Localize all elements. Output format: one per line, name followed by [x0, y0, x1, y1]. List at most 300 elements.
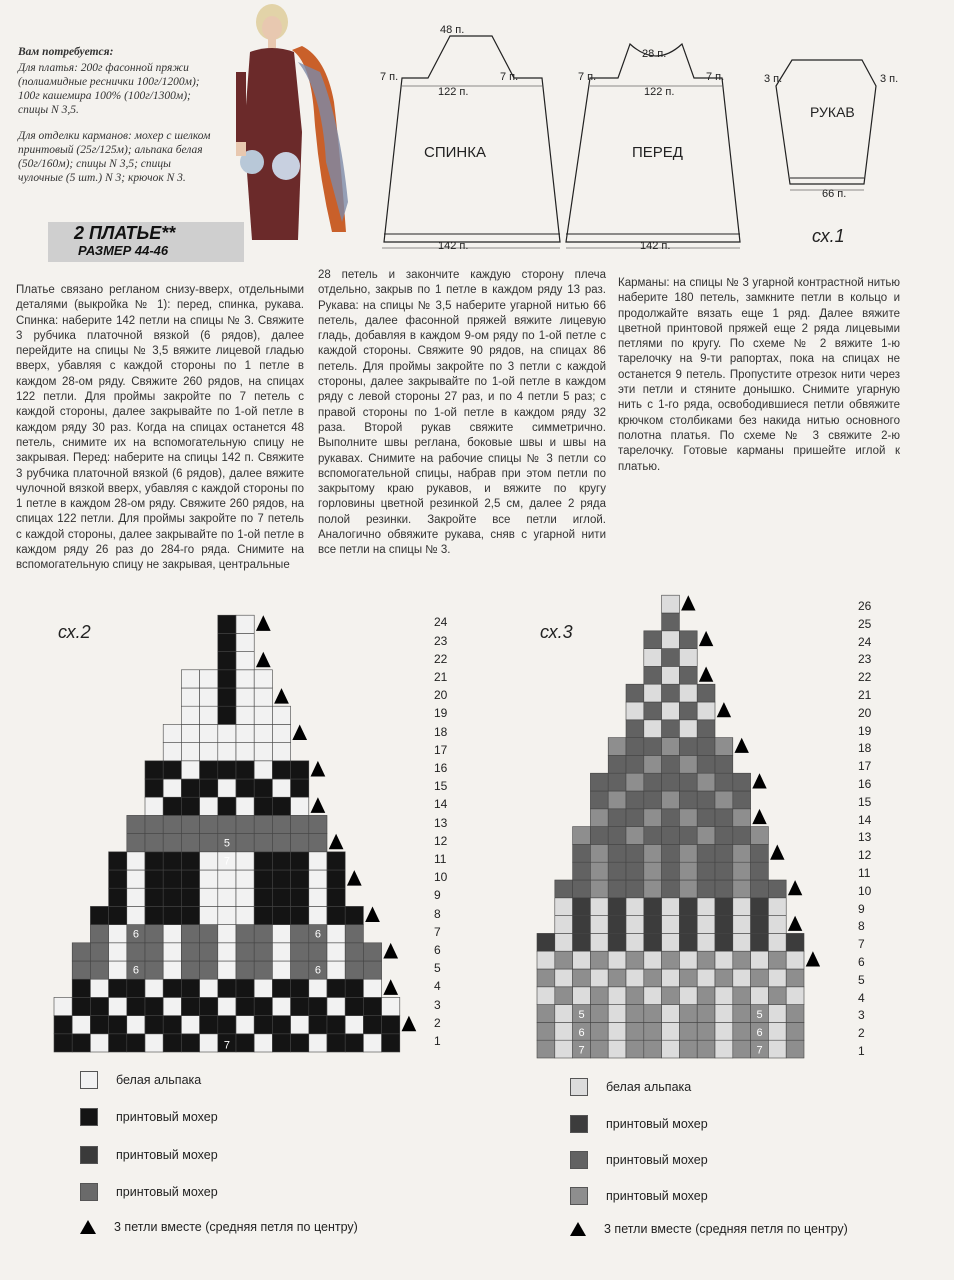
- row-number: 8: [858, 919, 865, 934]
- chart3-cell: [715, 755, 733, 773]
- chart3-mark: 5: [756, 1008, 763, 1021]
- chart3-cell: [751, 951, 769, 969]
- chart3-cell: [733, 969, 751, 987]
- chart3-cell: [768, 969, 786, 987]
- row-number: 13: [858, 830, 872, 845]
- chart2-cell: [363, 979, 381, 997]
- chart2-cell: [236, 797, 254, 815]
- row-number: 9: [434, 888, 441, 903]
- chart2-cell: [218, 615, 236, 633]
- triangle-icon: [681, 595, 695, 610]
- chart3-cell: [697, 1005, 715, 1023]
- chart3-cell: [662, 916, 680, 934]
- chart2-cell: [345, 961, 363, 979]
- chart3-cell: [608, 987, 626, 1005]
- chart2-cell: [200, 743, 218, 761]
- chart2-cell: [218, 815, 236, 833]
- chart2-cell: [218, 943, 236, 961]
- front-top-label: 28 п.: [642, 48, 667, 60]
- chart3-cell: [573, 969, 591, 987]
- legend2-white: [80, 1071, 201, 1089]
- dress-title: 2 ПЛАТЬЕ**: [74, 223, 176, 243]
- chart3-cell: [662, 987, 680, 1005]
- row-number: 5: [434, 961, 441, 976]
- chart3-cell: [679, 684, 697, 702]
- row-number: 8: [434, 906, 441, 921]
- chart2-cell: [200, 961, 218, 979]
- chart3-cell: [697, 720, 715, 738]
- chart3-cell: [697, 951, 715, 969]
- chart2-cell: [109, 870, 127, 888]
- chart2-cell: [345, 906, 363, 924]
- chart2-cell: [218, 1016, 236, 1034]
- chart2-cell: [127, 906, 145, 924]
- chart2-cell: [309, 815, 327, 833]
- chart3-cell: [662, 951, 680, 969]
- chart3-cell: [697, 773, 715, 791]
- chart2-cell: [254, 925, 272, 943]
- chart2-cell: [382, 997, 400, 1015]
- chart3-cell: [715, 916, 733, 934]
- chart2-cell: [291, 1016, 309, 1034]
- chart3-cell: [786, 951, 804, 969]
- legend3-light-label: принтовый мохер: [606, 1189, 708, 1203]
- chart3-cell: [662, 631, 680, 649]
- chart3-cell: [715, 898, 733, 916]
- row-number: 2: [434, 1015, 441, 1030]
- chart3-cell: [715, 738, 733, 756]
- chart2-cell: [272, 870, 290, 888]
- row-number: 15: [434, 779, 448, 794]
- triangle-icon: [734, 738, 748, 753]
- chart3-cell: [590, 916, 608, 934]
- triangle-icon: [256, 615, 271, 631]
- chart3-cell: [679, 987, 697, 1005]
- chart2-cell: [291, 834, 309, 852]
- back-left-label: 7 п.: [380, 71, 399, 83]
- chart2-cell: [236, 1034, 254, 1052]
- chart3-cell: [626, 987, 644, 1005]
- chart3-cell: [768, 1040, 786, 1058]
- chart2-cell: [90, 961, 108, 979]
- chart3-cell: [786, 933, 804, 951]
- chart3-cell: [751, 844, 769, 862]
- chart3-cell: [608, 844, 626, 862]
- chart3-cell: [662, 595, 680, 613]
- chart2-cell: [181, 724, 199, 742]
- chart3-mark: 6: [756, 1026, 763, 1039]
- row-number: 23: [434, 633, 448, 648]
- chart3-cell: [573, 862, 591, 880]
- chart2-cell: [309, 852, 327, 870]
- triangle-icon: [752, 773, 766, 788]
- chart3-cell: [644, 969, 662, 987]
- chart3-cell: [626, 933, 644, 951]
- chart2-cell: [254, 997, 272, 1015]
- row-number: 3: [434, 997, 441, 1012]
- chart3-cell: [733, 773, 751, 791]
- row-number: 2: [858, 1026, 865, 1041]
- chart2-mark: 5: [223, 837, 230, 850]
- chart3-cell: [697, 933, 715, 951]
- chart2-cell: [345, 925, 363, 943]
- sleeve-label: РУКАВ: [810, 104, 855, 120]
- chart3-cell: [644, 791, 662, 809]
- chart2-cell: [309, 1016, 327, 1034]
- legend2-white-label: белая альпака: [116, 1073, 202, 1087]
- chart3-cell: [715, 1040, 733, 1058]
- chart2-cell: [72, 1016, 90, 1034]
- chart3-mark: 6: [578, 1026, 585, 1039]
- chart3-cell: [733, 898, 751, 916]
- chart2-cell: [145, 779, 163, 797]
- chart2-cell: [236, 652, 254, 670]
- chart3-cell: [679, 720, 697, 738]
- chart2-cell: [163, 906, 181, 924]
- chart2-cell: [200, 834, 218, 852]
- chart3-cell: [644, 631, 662, 649]
- legend3-mid-swatch: [570, 1151, 588, 1169]
- chart2-cell: [254, 670, 272, 688]
- chart3-cell: [679, 933, 697, 951]
- chart2-cell: [145, 961, 163, 979]
- chart3-cell: [573, 898, 591, 916]
- chart2-cell: [200, 870, 218, 888]
- chart2-cell: [291, 1034, 309, 1052]
- triangle-icon: [383, 943, 398, 959]
- chart2-cell: [236, 834, 254, 852]
- chart3-cell: [679, 702, 697, 720]
- chart3-cell: [733, 951, 751, 969]
- chart2-cell: [236, 997, 254, 1015]
- chart2-cell: [218, 997, 236, 1015]
- chart3-cell: [555, 898, 573, 916]
- row-number: 15: [858, 794, 872, 809]
- chart3-cell: [751, 827, 769, 845]
- chart3-cell: [751, 987, 769, 1005]
- chart2-cell: [291, 852, 309, 870]
- triangle-icon: [699, 666, 713, 681]
- chart3-cell: [590, 827, 608, 845]
- row-number: 17: [434, 742, 448, 757]
- triangle-icon: [752, 809, 766, 824]
- chart2-mark: 7: [223, 855, 230, 868]
- chart3-cell: [644, 987, 662, 1005]
- chart2-cell: [218, 670, 236, 688]
- chart3-cell: [537, 1005, 555, 1023]
- chart3-cell: [662, 1022, 680, 1040]
- chart2-cell: [345, 1016, 363, 1034]
- chart3-cell: [715, 1005, 733, 1023]
- chart2-cell: [109, 1034, 127, 1052]
- chart3-cell: [679, 827, 697, 845]
- chart3-cell: [608, 1005, 626, 1023]
- chart2-cell: [72, 943, 90, 961]
- triangle-icon: [274, 688, 289, 704]
- chart2-cell: [218, 870, 236, 888]
- chart2-cell: [272, 997, 290, 1015]
- legend3-tri-label: 3 петли вместе (средняя петля по центру): [604, 1222, 848, 1236]
- chart3-cell: [590, 1040, 608, 1058]
- chart2-cell: [236, 724, 254, 742]
- chart3-caption: сх.3: [540, 622, 573, 642]
- chart3-mark: 7: [578, 1044, 585, 1057]
- chart2-cell: [291, 906, 309, 924]
- chart2-cell: [327, 961, 345, 979]
- chart2-cell: [145, 870, 163, 888]
- chart3-cell: [662, 738, 680, 756]
- chart2-cell: [163, 943, 181, 961]
- chart2-cell: [327, 1016, 345, 1034]
- chart3-cell: [662, 1005, 680, 1023]
- triangle-icon: [699, 631, 713, 646]
- row-number: 20: [434, 688, 448, 703]
- triangle-icon: [365, 906, 380, 922]
- chart2-cell: [109, 888, 127, 906]
- chart2-cell: [254, 724, 272, 742]
- chart2-cell: [163, 779, 181, 797]
- chart3-cell: [555, 1040, 573, 1058]
- chart2-cell: [163, 961, 181, 979]
- chart3-cell: [697, 755, 715, 773]
- chart2-cell: [236, 815, 254, 833]
- triangle-icon: [329, 834, 344, 850]
- chart2-cell: [254, 1016, 272, 1034]
- chart2-cell: [54, 1034, 72, 1052]
- chart3-cell: [590, 862, 608, 880]
- chart2-cell: [236, 670, 254, 688]
- chart3-cell: [573, 951, 591, 969]
- chart3-cell: [590, 987, 608, 1005]
- chart2-cell: [327, 906, 345, 924]
- chart3-cell: [573, 827, 591, 845]
- chart3-cell: [679, 844, 697, 862]
- legend2-mid: [80, 1146, 218, 1164]
- chart2-cell: [200, 688, 218, 706]
- chart2-cell: [200, 779, 218, 797]
- chart2-cell: [254, 943, 272, 961]
- chart3-cell: [644, 951, 662, 969]
- triangle-icon: [256, 652, 271, 668]
- chart3-cell: [662, 969, 680, 987]
- chart2-cell: [218, 761, 236, 779]
- chart3-cell: [679, 755, 697, 773]
- chart3-cell: [733, 880, 751, 898]
- chart2-cell: [90, 1016, 108, 1034]
- chart3-cell: [626, 1022, 644, 1040]
- triangle-icon: [292, 724, 307, 740]
- chart3-cell: [662, 773, 680, 791]
- chart3-cell: [644, 1040, 662, 1058]
- chart3-cell: [733, 933, 751, 951]
- chart2-cell: [181, 670, 199, 688]
- row-number: 3: [858, 1008, 865, 1023]
- chart2-cell: [218, 724, 236, 742]
- chart2-cell: [236, 979, 254, 997]
- chart2-cell: [127, 815, 145, 833]
- chart2-cell: [181, 688, 199, 706]
- row-number: 4: [858, 990, 865, 1005]
- chart3-cell: [697, 844, 715, 862]
- chart2-cell: [272, 979, 290, 997]
- row-number: 23: [858, 652, 872, 667]
- title-box: [48, 222, 244, 262]
- chart3-cell: [537, 951, 555, 969]
- chart3-cell: [537, 933, 555, 951]
- legend3-tri: [570, 1222, 848, 1236]
- chart3-cell: [590, 844, 608, 862]
- chart2-cell: [309, 943, 327, 961]
- row-number: 13: [434, 815, 448, 830]
- chart3-cell: [733, 827, 751, 845]
- row-number: 24: [858, 634, 872, 649]
- chart3-cell: [697, 969, 715, 987]
- chart3-cell: [786, 987, 804, 1005]
- row-number: 11: [434, 852, 447, 866]
- chart3-cell: [590, 773, 608, 791]
- chart2-cell: [291, 797, 309, 815]
- chart2-cell: [181, 779, 199, 797]
- chart2-cell: [127, 834, 145, 852]
- chart3-cell: [590, 898, 608, 916]
- chart3-cell: [679, 1022, 697, 1040]
- triangle-icon: [570, 1222, 586, 1236]
- chart2-cell: [200, 815, 218, 833]
- chart3-cell: [662, 933, 680, 951]
- chart2-cell: [181, 870, 199, 888]
- row-number: 18: [434, 724, 448, 739]
- chart3-cell: [644, 880, 662, 898]
- chart3-cell: [573, 844, 591, 862]
- materials-heading: Вам потребуется:: [18, 46, 114, 58]
- legend2-mid-swatch: [80, 1146, 98, 1164]
- chart3-cell: [768, 916, 786, 934]
- chart3-cell: [608, 738, 626, 756]
- chart2-cell: [181, 979, 199, 997]
- chart2-cell: [181, 761, 199, 779]
- chart2-cell: [218, 888, 236, 906]
- sleeve-bottom-label: 66 п.: [822, 188, 847, 200]
- triangle-icon: [80, 1220, 96, 1234]
- chart2-cell: [327, 888, 345, 906]
- chart3-cell: [662, 791, 680, 809]
- chart3-cell: [733, 791, 751, 809]
- chart3-cell: [786, 969, 804, 987]
- chart3-cell: [644, 720, 662, 738]
- chart2-cell: [309, 979, 327, 997]
- row-number: 16: [858, 777, 872, 791]
- chart3-cell: [715, 933, 733, 951]
- chart2-cell: [236, 743, 254, 761]
- chart2-cell: [363, 961, 381, 979]
- chart3-cell: [626, 827, 644, 845]
- chart2-cell: [72, 961, 90, 979]
- chart3-cell: [626, 773, 644, 791]
- chart3-mark: 5: [578, 1008, 585, 1021]
- back-piece-outline: [384, 36, 560, 242]
- row-number: 22: [858, 670, 872, 685]
- chart3-cell: [626, 720, 644, 738]
- chart2-cell: [254, 779, 272, 797]
- chart2-cell: [291, 943, 309, 961]
- chart2-cell: [272, 1016, 290, 1034]
- chart2-cell: [145, 852, 163, 870]
- triangle-icon: [383, 979, 398, 995]
- chart3-cell: [768, 898, 786, 916]
- chart2-cell: [327, 1034, 345, 1052]
- chart3-cell: [644, 916, 662, 934]
- chart3-cell: [590, 880, 608, 898]
- chart2-cell: [90, 997, 108, 1015]
- chart3-cell: [626, 809, 644, 827]
- chart3-cell: [768, 933, 786, 951]
- chart2-cell: [181, 961, 199, 979]
- legend3-mid: [570, 1151, 708, 1169]
- chart3-cell: [697, 809, 715, 827]
- chart2-cell: [254, 1034, 272, 1052]
- row-number: 7: [858, 937, 865, 952]
- row-number: 9: [858, 901, 865, 916]
- chart3-cell: [679, 649, 697, 667]
- chart3-cell: [715, 844, 733, 862]
- legend2-dark: [80, 1108, 218, 1126]
- chart2-cell: [327, 943, 345, 961]
- chart3-cell: [537, 987, 555, 1005]
- chart3-cell: [715, 969, 733, 987]
- chart3-cell: [715, 880, 733, 898]
- triangle-icon: [788, 880, 802, 895]
- chart2-cell: [218, 779, 236, 797]
- chart2-cell: [272, 743, 290, 761]
- chart3-cell: [555, 951, 573, 969]
- chart3-cell: [608, 755, 626, 773]
- chart3-cell: [590, 791, 608, 809]
- chart3-cell: [715, 773, 733, 791]
- chart2-cell: [145, 1034, 163, 1052]
- legend2-light-label: принтовый мохер: [116, 1185, 218, 1199]
- chart2-cell: [254, 979, 272, 997]
- chart2-cell: [272, 961, 290, 979]
- chart2-cell: [236, 888, 254, 906]
- chart2-cell: [272, 797, 290, 815]
- chart3-cell: [786, 1005, 804, 1023]
- chart2-cell: [272, 761, 290, 779]
- chart2-cell: [200, 670, 218, 688]
- chart2-mark: 7: [223, 1039, 230, 1052]
- chart2-cell: [145, 997, 163, 1015]
- chart3-cell: [644, 702, 662, 720]
- triangle-icon: [311, 761, 326, 777]
- chart2-cell: [236, 779, 254, 797]
- chart2-cell: [181, 743, 199, 761]
- chart3-cell: [644, 738, 662, 756]
- chart2-cell: [145, 797, 163, 815]
- chart3-cell: [555, 987, 573, 1005]
- chart3-cell: [644, 1005, 662, 1023]
- row-number: 16: [434, 761, 448, 775]
- chart2-cell: [218, 906, 236, 924]
- chart2-cell: [363, 1034, 381, 1052]
- materials-block: [18, 45, 218, 197]
- chart2-cell: [90, 925, 108, 943]
- chart2-cell: [163, 870, 181, 888]
- chart2-cell: [236, 852, 254, 870]
- instructions-col2: 28 петель и закончите каждую сторону плеча отдельно, закрыв по 1 петле в каждом ряду 13 раз. Рукава: на спицы № 3,5 наберите угарной нитью 66 петель, далее фасонной пряжей вяжите лицевую гладь, добавляя в каждом 9-ом ряду по 1-ой петле с каждой стороны. Свяжите 90 рядов, на спицах 86 петель. Для проймы закройте по 3 петли с каждой стороны, далее закрывайте по 1-ой петле в каждом ряду с левой стороны 27 раз, и по 4 петли 5 раз; с правой стороны по 1-ой петле в каждом ряду 32 раза. Второй рукав свяжите симметрично. Выполните швы реглана, боковые швы и швы на рукавах. Снимите на рабочие спицы № 3 петли со вспомогательной спицы, набрав при этом петли по закрытому краю рукавов, и вяжите по кругу горловины цветной резинкой 2,5 см, далее 2 ряда полой резинки. Закройте все петли иглой. Аналогично обвяжите рукава, сняв с угарной нити все петли на спицы № 3.: [318, 269, 606, 557]
- chart2-cell: [127, 870, 145, 888]
- chart3-cell: [644, 898, 662, 916]
- chart3-cell: [537, 1022, 555, 1040]
- back-mid-label: 122 п.: [438, 86, 469, 98]
